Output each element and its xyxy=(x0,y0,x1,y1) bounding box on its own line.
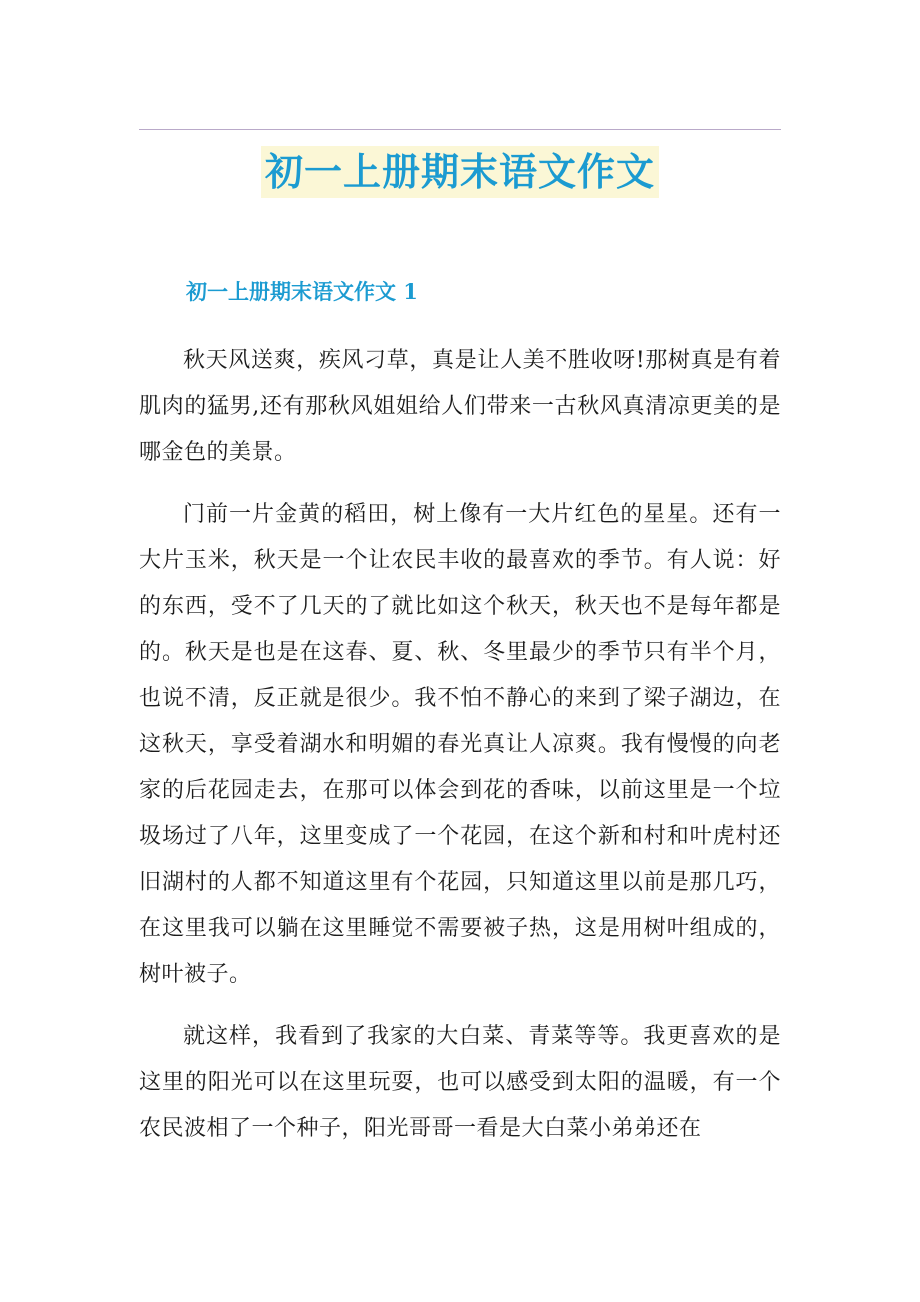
paragraph-1: 秋天风送爽，疾风刁草，真是让人美不胜收呀!那树真是有着肌肉的猛男,还有那秋风姐姐给人们带来一古秋风真清凉更美的是哪金色的美景。 xyxy=(139,348,781,465)
essay-body xyxy=(139,338,781,1168)
paragraph-3: 就这样，我看到了我家的大白菜、青菜等等。我更喜欢的是这里的阳光可以在这里玩耍，也可以感受到太阳的温暖，有一个农民波相了一个种子，阳光哥哥一看是大白菜小弟弟还在 xyxy=(139,1024,781,1141)
section-heading: 初一上册期末语文作文 1 xyxy=(186,279,418,304)
paragraph-2: 门前一片金黄的稻田，树上像有一大片红色的星星。还有一大片玉米，秋天是一个让农民丰收的最喜欢的季节。有人说：好的东西，受不了几天的了就比如这个秋天，秋天也不是每年都是的。秋天是也是在这春、夏、秋、冬里最少的季节只有半个月，也说不清，反正就是很少。我不怕不静心的来到了梁子湖边，在这秋天，享受着湖水和明媚的春光真让人凉爽。我有慢慢的向老家的后花园走去，在那可以体会到花的香味，以前这里是一个垃圾场过了八年，这里变成了一个花园，在这个新和村和叶虎村还旧湖村的人都不知道这里有个花园，只知道这里以前是那几巧，在这里我可以躺在这里睡觉不需要被子热，这是用树叶组成的，树叶被子。 xyxy=(139,502,781,987)
header-rule xyxy=(139,129,781,130)
page-title: 初一上册期末语文作文 xyxy=(261,146,659,198)
title-container xyxy=(0,146,920,198)
